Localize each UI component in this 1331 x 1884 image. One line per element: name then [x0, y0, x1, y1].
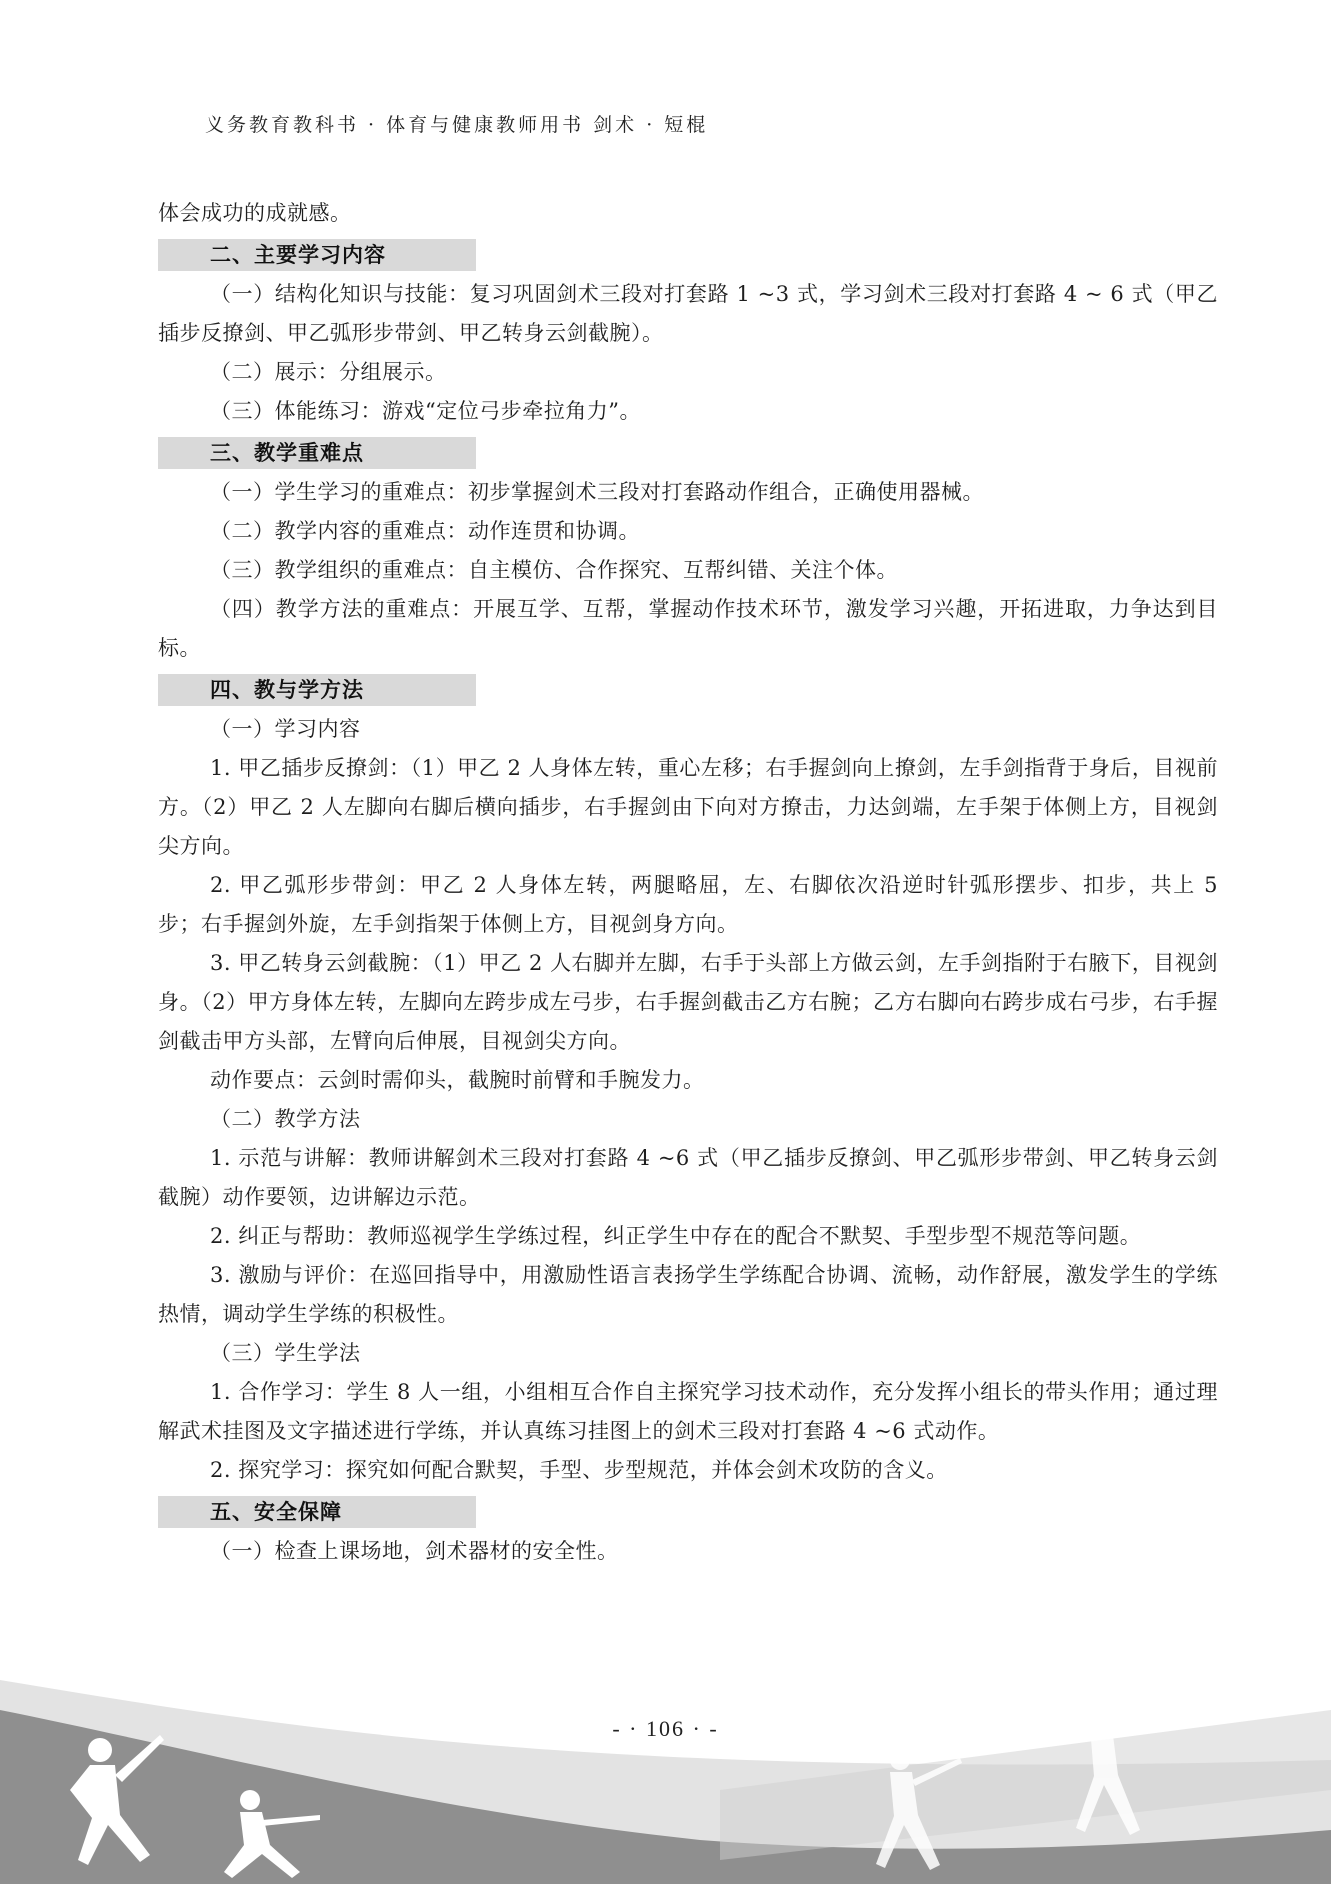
page-body [158, 194, 1218, 1571]
paragraph: 动作要点：云剑时需仰头，截腕时前臂和手腕发力。 [210, 1068, 705, 1092]
paragraph: （一）结构化知识与技能：复习巩固剑术三段对打套路 1 ~3 式，学习剑术三段对打套路 4 ~ 6 式（甲乙插步反撩剑、甲乙弧形步带剑、甲乙转身云剑截腕）。 [158, 282, 1218, 345]
paragraph: 2. 甲乙弧形步带剑：甲乙 2 人身体左转，两腿略屈，左、右脚依次沿逆时针弧形摆步、扣步，共上 5 步；右手握剑外旋，左手剑指架于体侧上方，目视剑身方向。 [158, 873, 1218, 936]
subheading: （三）学生学法 [210, 1341, 361, 1365]
running-header: 义务教育教科书 · 体育与健康教师用书 剑术 · 短棍 [205, 114, 709, 136]
paragraph: 2. 探究学习：探究如何配合默契，手型、步型规范，并体会剑术攻防的含义。 [210, 1458, 948, 1482]
paragraph: （二）展示：分组展示。 [210, 360, 447, 384]
paragraph: （一）学生学习的重难点：初步掌握剑术三段对打套路动作组合，正确使用器械。 [210, 480, 984, 504]
intro-line: 体会成功的成就感。 [158, 201, 352, 225]
paragraph: 3. 激励与评价：在巡回指导中，用激励性语言表扬学生学练配合协调、流畅，动作舒展，激发学生的学练热情，调动学生学练的积极性。 [158, 1263, 1218, 1326]
section-heading-5: 五、安全保障 [158, 1496, 476, 1528]
paragraph: 1. 合作学习：学生 8 人一组，小组相互合作自主探究学习技术动作，充分发挥小组长的带头作用；通过理解武术挂图及文字描述进行学练，并认真练习挂图上的剑术三段对打套路 4 ~6 式动作。 [158, 1380, 1218, 1443]
paragraph: 1. 甲乙插步反撩剑：（1）甲乙 2 人身体左转，重心左移；右手握剑向上撩剑，左手剑指背于身后，目视前方。（2）甲乙 2 人左脚向右脚后横向插步，右手握剑由下向对方撩击，力达剑端，左手架于体侧上方，目视剑尖方向。 [158, 756, 1218, 858]
paragraph: 3. 甲乙转身云剑截腕：（1）甲乙 2 人右脚并左脚，右手于头部上方做云剑，左手剑指附于右腋下，目视剑身。（2）甲方身体左转，左脚向左跨步成左弓步，右手握剑截击乙方右腕；乙方右脚向右跨步成右弓步，右手握剑截击甲方头部，左臂向后伸展，目视剑尖方向。 [158, 951, 1218, 1053]
page-number: - · 106 · - [612, 1716, 719, 1741]
paragraph: 2. 纠正与帮助：教师巡视学生学练过程，纠正学生中存在的配合不默契、手型步型不规范等问题。 [210, 1224, 1142, 1248]
paragraph: （三）教学组织的重难点：自主模仿、合作探究、互帮纠错、关注个体。 [210, 558, 898, 582]
footer-decoration [0, 1640, 1331, 1884]
paragraph: （四）教学方法的重难点：开展互学、互帮，掌握动作技术环节，激发学习兴趣，开拓进取，力争达到目标。 [158, 597, 1218, 660]
paragraph: （一）检查上课场地，剑术器材的安全性。 [210, 1539, 619, 1563]
paragraph: 1. 示范与讲解：教师讲解剑术三段对打套路 4 ~6 式（甲乙插步反撩剑、甲乙弧形步带剑、甲乙转身云剑截腕）动作要领，边讲解边示范。 [158, 1146, 1218, 1209]
paragraph: （三）体能练习：游戏“定位弓步牵拉角力”。 [210, 399, 641, 423]
subheading: （一）学习内容 [210, 717, 361, 741]
section-heading-3: 三、教学重难点 [158, 437, 476, 469]
subheading: （二）教学方法 [210, 1107, 361, 1131]
section-heading-2: 二、主要学习内容 [158, 239, 476, 271]
paragraph: （二）教学内容的重难点：动作连贯和协调。 [210, 519, 640, 543]
section-heading-4: 四、教与学方法 [158, 674, 476, 706]
